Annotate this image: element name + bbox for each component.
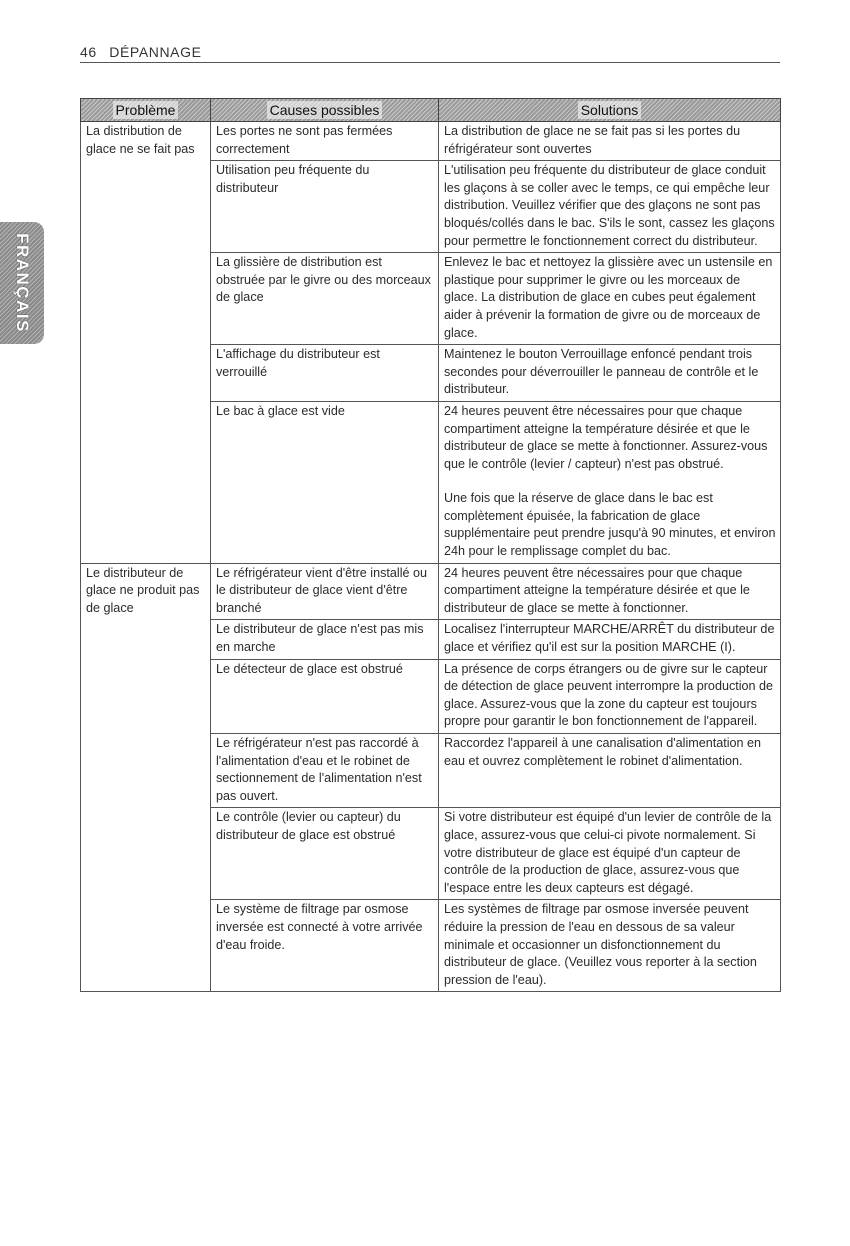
solution-paragraph: Raccordez l'appareil à une canalisation d'alimentation en eau et ouvrez complètement le robinet d'alimentation.: [444, 736, 762, 768]
solution-paragraph: Si votre distributeur est équipé d'un levier de contrôle de la glace, assurez-vous que celui-ci pivote normalement. Si votre distributeur de glace est équipé d'un capteur de contrôle de la production de glace, assurez-vous que l'espace entre les deux capteurs est dégagé.: [444, 810, 772, 895]
solution-cell: [439, 620, 781, 659]
troubleshooting-table: [80, 98, 781, 992]
cause-cell: L'affichage du distributeur est verrouillé: [211, 345, 439, 402]
solution-cell: [439, 659, 781, 733]
page-number: 46: [80, 44, 97, 60]
solution-cell: [439, 900, 781, 992]
solution-paragraph: Une fois que la réserve de glace dans le bac est complètement épuisée, la fabrication de glace supplémentaire peut prendre jusqu'à 90 minutes, et environ 24h pour le remplissage complet du bac.: [444, 491, 776, 559]
solution-paragraph: La présence de corps étrangers ou de givre sur le capteur de détection de glace peuvent interrompre la production de glace. Assurez-vous que la zone du capteur est toujours propre pour garantir le bon fonctionnement de l'appareil.: [444, 661, 774, 729]
solution-cell: [439, 808, 781, 900]
solution-paragraph: 24 heures peuvent être nécessaires pour que chaque compartiment atteigne la température désirée et que le distributeur de glace se mette à fonctionner.: [444, 565, 750, 615]
solution-paragraph: Enlevez le bac et nettoyez la glissière avec un ustensile en plastique pour supprimer le givre ou les morceaux de glace. La distribution de glace en cubes peut également aider à prévenir la formation de givre ou de morceaux de glace.: [444, 255, 773, 340]
table-header-row: [81, 99, 781, 122]
language-tab: [0, 222, 44, 344]
header-causes: Causes possibles: [211, 99, 439, 122]
cause-cell: Le système de filtrage par osmose inversée est connecté à votre arrivée d'eau froide.: [211, 900, 439, 992]
language-tab-label: FRANÇAIS: [13, 233, 32, 333]
solution-paragraph: Les systèmes de filtrage par osmose inversée peuvent réduire la pression de l'eau en dessous de sa valeur minimale et occasionner un disfonctionnement du distributeur de glace. (Veuillez vous reporter à la section pression de l'eau).: [444, 902, 757, 987]
solution-paragraph: Localisez l'interrupteur MARCHE/ARRÊT du distributeur de glace et vérifiez qu'il est sur la position MARCHE (I).: [444, 622, 775, 655]
solution-cell: [439, 563, 781, 620]
solution-cell: [439, 122, 781, 161]
problem-cell: La distribution de glace ne se fait pas: [81, 122, 211, 564]
solution-paragraph: Maintenez le bouton Verrouillage enfoncé pendant trois secondes pour déverrouiller le panneau de contrôle et le distributeur.: [444, 347, 759, 397]
table-row: [81, 122, 781, 161]
solution-cell: [439, 345, 781, 402]
cause-cell: Les portes ne sont pas fermées correctement: [211, 122, 439, 161]
problem-cell: Le distributeur de glace ne produit pas de glace: [81, 563, 211, 992]
cause-cell: Le réfrigérateur vient d'être installé ou le distributeur de glace vient d'être branché: [211, 563, 439, 620]
cause-cell: Le détecteur de glace est obstrué: [211, 659, 439, 733]
cause-cell: Le contrôle (levier ou capteur) du distributeur de glace est obstrué: [211, 808, 439, 900]
cause-cell: Utilisation peu fréquente du distributeur: [211, 161, 439, 253]
solution-paragraph: La distribution de glace ne se fait pas si les portes du réfrigérateur sont ouvertes: [444, 124, 741, 156]
solution-paragraph: 24 heures peuvent être nécessaires pour que chaque compartiment atteigne la température désirée et que le distributeur de glace se mette à fonctionner. Assurez-vous que le contrôle (levier / capteur) n'est pas obstrué.: [444, 403, 768, 471]
solution-cell: [439, 161, 781, 253]
solution-cell: [439, 734, 781, 808]
cause-cell: Le bac à glace est vide: [211, 401, 439, 563]
header-problem: Problème: [81, 99, 211, 122]
solution-paragraph: L'utilisation peu fréquente du distributeur de glace conduit les glaçons à se coller avec le temps, ce qui empêche leur distribution. Veuillez vérifier que des glaçons ne sont pas bloqués/collés dans le bac. S'ils le sont, cassez les glaçons pour permettre le fonctionnement correct du distributeur.: [444, 163, 775, 248]
solution-cell: [439, 401, 781, 563]
table-row: [81, 563, 781, 620]
cause-cell: La glissière de distribution est obstruée par le givre ou des morceaux de glace: [211, 253, 439, 345]
solution-cell: [439, 253, 781, 345]
section-title: DÉPANNAGE: [109, 44, 202, 60]
page-header: [80, 44, 780, 63]
header-solutions: Solutions: [439, 99, 781, 122]
cause-cell: Le distributeur de glace n'est pas mis en marche: [211, 620, 439, 659]
cause-cell: Le réfrigérateur n'est pas raccordé à l'alimentation d'eau et le robinet de sectionnement de l'alimentation n'est pas ouvert.: [211, 734, 439, 808]
table-body: [81, 122, 781, 992]
